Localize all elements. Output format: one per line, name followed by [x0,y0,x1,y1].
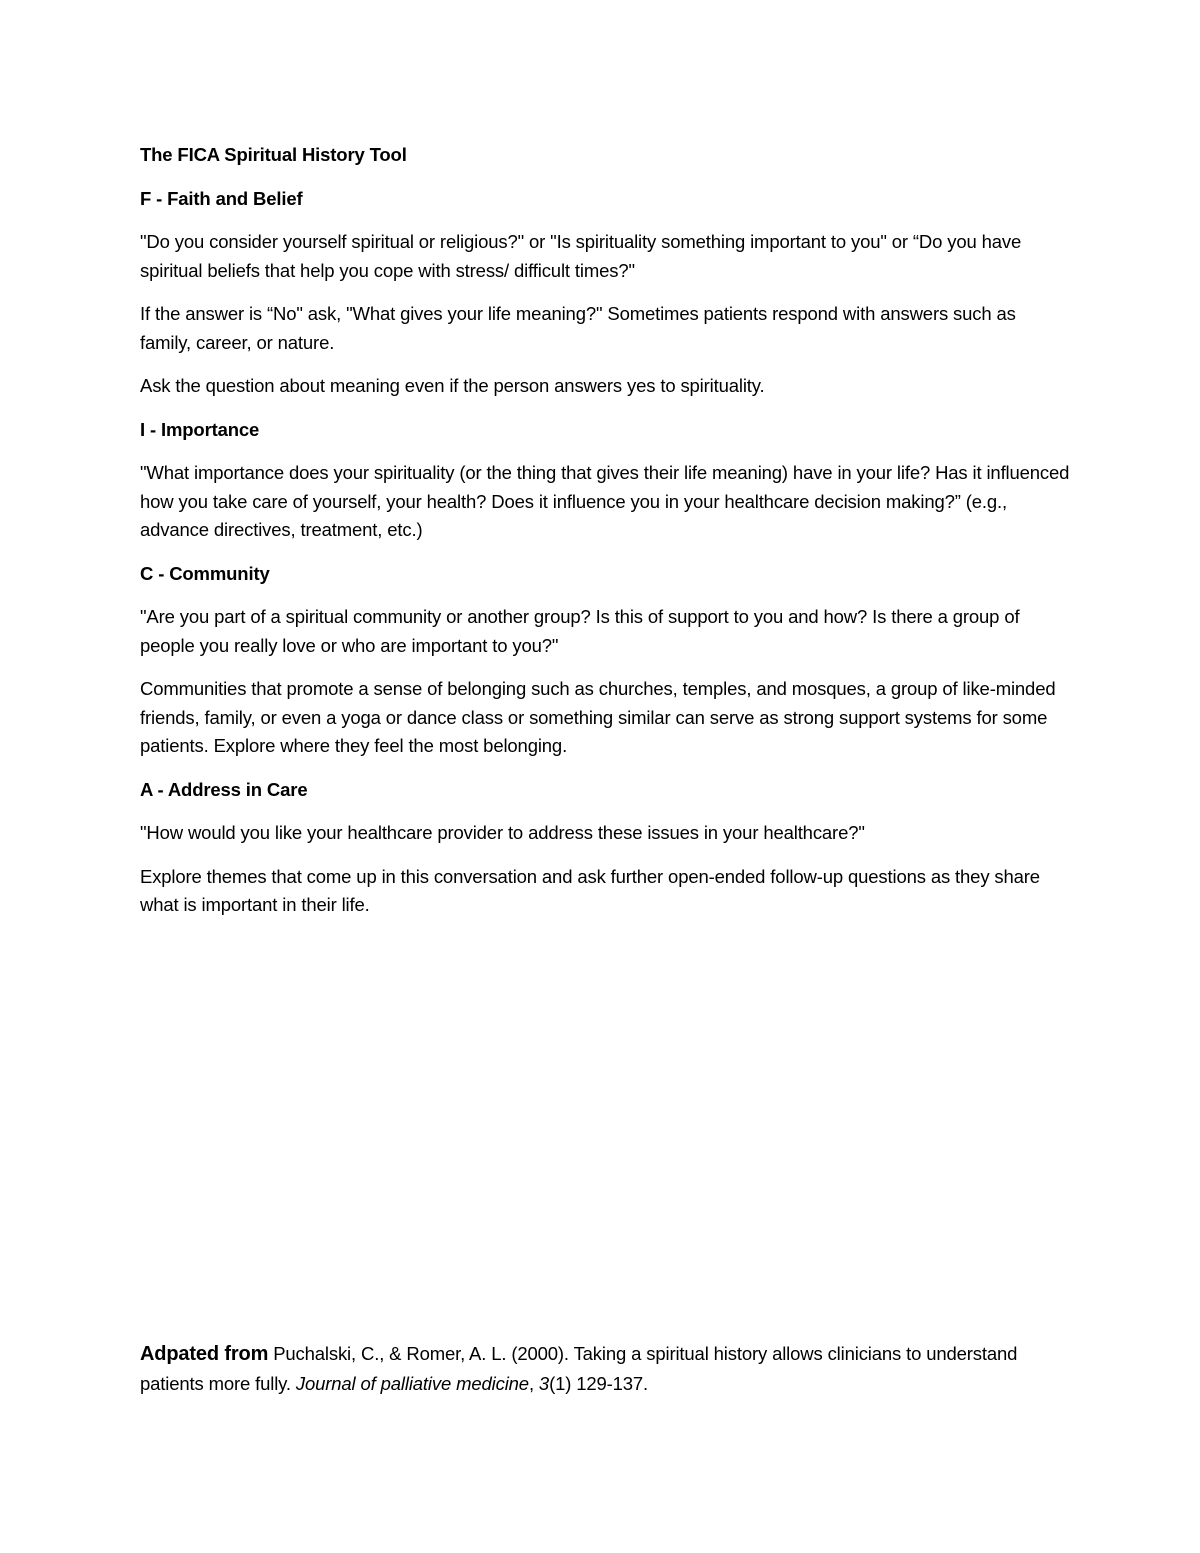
section-heading: A - Address in Care [140,778,308,800]
paragraph: "Do you consider yourself spiritual or religious?" or "Is spirituality something important to you" or “Do you have spiritual beliefs that help you cope with stress/ difficult times?" [140,231,1022,281]
paragraph: "What importance does your spirituality (or the thing that gives their life meaning) have in your life? Has it influenced how you take care of yourself, your health? Does it influence you in your healthcare decision making?” (e.g., advance directives, treatment, etc.) [140,462,1070,540]
citation [140,1339,1070,1398]
paragraph: Ask the question about meaning even if the person answers yes to spirituality. [140,375,765,396]
section-heading: F - Faith and Belief [140,187,303,209]
section-heading: I - Importance [140,418,260,440]
paragraph: "How would you like your healthcare provider to address these issues in your healthcare?" [140,822,865,843]
document-title: The FICA Spiritual History Tool [140,144,407,165]
citation-volume: 3 [538,1373,550,1394]
paragraph: Explore themes that come up in this conversation and ask further open-ended follow-up questions as they share what is important in their life. [140,865,1040,915]
document-body [140,141,1070,935]
paragraph: If the answer is “No" ask, "What gives your life meaning?" Sometimes patients respond with answers such as family, career, or nature. [140,303,1016,353]
section-importance [140,416,1070,545]
section-address-in-care [140,776,1070,920]
citation-text: Puchalski, C., & Romer, A. L. (2000). Taking a spiritual history allows clinicians to understand patients more fully. [140,1343,1018,1394]
citation-lead: Adpated from [140,1343,269,1365]
citation-journal: Journal of palliative medicine [295,1373,529,1394]
citation-separator: , [528,1373,539,1394]
paragraph: "Are you part of a spiritual community or another group? Is this of support to you and how? Is there a group of people you really love or who are important to you?" [140,606,1020,656]
section-heading: C - Community [140,562,270,584]
section-community [140,560,1070,761]
citation-pages: (1) 129-137. [549,1373,649,1394]
section-faith [140,185,1070,401]
paragraph: Communities that promote a sense of belonging such as churches, temples, and mosques, a group of like-minded friends, family, or even a yoga or dance class or something similar can serve as strong support systems for some patients. Explore where they feel the most belonging. [140,678,1056,756]
